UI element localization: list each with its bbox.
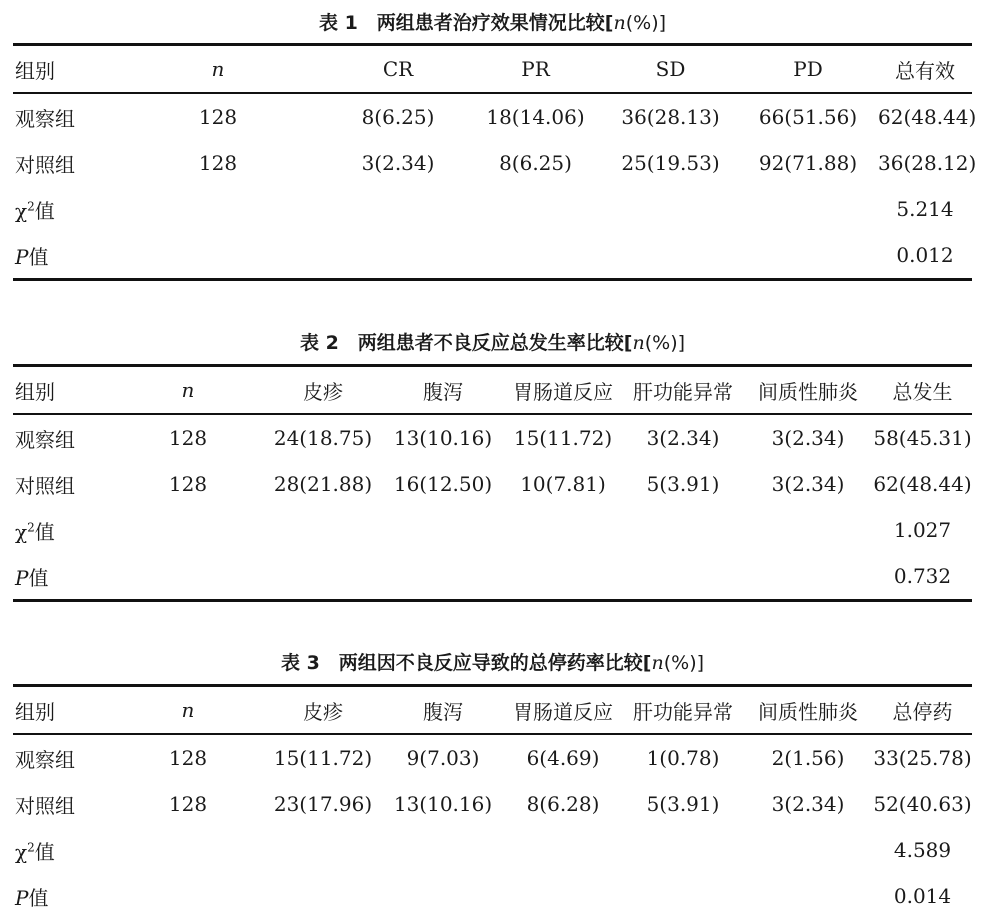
chi-square-value: 5.214	[896, 197, 954, 221]
chi-square-value: 4.589	[893, 838, 952, 862]
col-header-diarrhea: 腹泻	[423, 699, 463, 724]
cell-value: 92(71.88)	[758, 151, 858, 175]
table-row	[13, 461, 972, 507]
p-value-label: P值	[15, 244, 49, 269]
col-header-group: 组别	[15, 58, 55, 83]
caption-text: 表 2 两组患者不良反应总发生率比较[	[299, 332, 633, 354]
caption-text: 表 1 两组患者治疗效果情况比较[	[318, 12, 614, 34]
caption-n: n	[632, 332, 645, 354]
cell-n: 128	[168, 792, 208, 816]
cell-value: 23(17.96)	[273, 792, 373, 816]
cell-value: 3(2.34)	[771, 472, 845, 496]
cell-total: 36(28.12)	[878, 151, 977, 175]
caption-suffix: (%)]	[663, 652, 705, 674]
chi-square-label: $\chi^2$值	[15, 519, 55, 544]
table-header-row	[13, 686, 972, 735]
cell-group: 观察组	[15, 106, 75, 131]
p-value-row	[13, 553, 972, 601]
cell-value: 3(2.34)	[646, 426, 720, 450]
chi-label-text: 值	[34, 839, 55, 864]
chi-label-text: 值	[34, 198, 55, 223]
col-header-pd: PD	[793, 57, 823, 81]
col-header-pneumonia: 间质性肺炎	[758, 379, 858, 404]
p-value-row	[13, 232, 972, 280]
col-header-total: 总发生	[892, 379, 953, 404]
cell-value: 25(19.53)	[621, 151, 720, 175]
col-header-cr: CR	[382, 57, 414, 81]
cell-n: 128	[198, 151, 238, 175]
cell-value: 3(2.34)	[361, 151, 435, 175]
cell-total: 52(40.63)	[873, 792, 972, 816]
cell-value: 18(14.06)	[486, 105, 585, 129]
caption-n: n	[613, 12, 626, 34]
chi-square-label: $\chi^2$值	[15, 839, 55, 864]
table-3	[13, 684, 972, 919]
cell-value: 8(6.28)	[526, 792, 600, 816]
col-header-diarrhea: 腹泻	[423, 379, 463, 404]
table-header-row	[13, 366, 972, 415]
caption-text: 表 3 两组因不良反应导致的总停药率比较[	[280, 652, 652, 674]
cell-total: 33(25.78)	[873, 746, 972, 770]
chi-square-row	[13, 507, 972, 553]
col-header-liver: 肝功能异常	[633, 699, 733, 724]
table-row	[13, 414, 972, 461]
cell-group: 对照组	[15, 793, 75, 818]
chi-square-row	[13, 827, 972, 873]
col-header-liver: 肝功能异常	[633, 379, 733, 404]
table-header-row	[13, 45, 972, 94]
col-header-pr: PR	[521, 57, 550, 81]
caption-suffix: (%)]	[625, 12, 667, 34]
col-header-gi-reaction: 胃肠道反应	[513, 379, 613, 404]
p-value-label: P值	[15, 565, 49, 590]
table-1	[13, 43, 977, 281]
p-label-text: 值	[28, 885, 49, 910]
col-header-group: 组别	[15, 699, 55, 724]
cell-group: 观察组	[15, 427, 75, 452]
cell-n: 128	[168, 472, 208, 496]
chi-square-label: $\chi^2$值	[15, 198, 55, 223]
col-header-n: n	[181, 378, 195, 402]
cell-group: 对照组	[15, 152, 75, 177]
cell-value: 15(11.72)	[513, 426, 613, 450]
cell-value: 28(21.88)	[273, 472, 373, 496]
cell-value: 9(7.03)	[406, 746, 480, 770]
table-row	[13, 140, 972, 186]
cell-value: 5(3.91)	[646, 792, 720, 816]
cell-value: 13(10.16)	[393, 792, 493, 816]
chi-square-value: 1.027	[893, 518, 952, 542]
cell-value: 5(3.91)	[646, 472, 720, 496]
table-1-caption	[13, 8, 972, 35]
col-header-rash: 皮疹	[303, 379, 343, 404]
table-row	[13, 93, 972, 140]
p-value-label: P值	[15, 885, 49, 910]
cell-value: 24(18.75)	[273, 426, 373, 450]
table-row	[13, 734, 972, 781]
cell-value: 15(11.72)	[273, 746, 373, 770]
col-header-sd: SD	[655, 57, 686, 81]
col-header-gi-reaction: 胃肠道反应	[513, 699, 613, 724]
cell-value: 8(6.25)	[361, 105, 435, 129]
col-header-total: 总有效	[895, 58, 955, 83]
table-2-caption	[13, 328, 972, 355]
cell-total: 62(48.44)	[878, 105, 977, 129]
cell-n: 128	[168, 746, 208, 770]
cell-value: 36(28.13)	[621, 105, 720, 129]
p-value: 0.012	[896, 243, 954, 267]
table-2	[13, 364, 972, 602]
col-header-total: 总停药	[892, 699, 953, 724]
p-label-text: 值	[28, 565, 49, 590]
cell-value: 3(2.34)	[771, 426, 845, 450]
col-header-n: n	[181, 698, 195, 722]
cell-value: 1(0.78)	[646, 746, 720, 770]
col-header-rash: 皮疹	[303, 699, 343, 724]
col-header-n: n	[211, 57, 225, 81]
cell-value: 3(2.34)	[771, 792, 845, 816]
cell-total: 62(48.44)	[873, 472, 972, 496]
table-row	[13, 781, 972, 827]
chi-square-row	[13, 186, 972, 232]
caption-suffix: (%)]	[644, 332, 686, 354]
col-header-pneumonia: 间质性肺炎	[758, 699, 858, 724]
table-3-caption	[13, 648, 972, 675]
p-label-text: 值	[28, 244, 49, 269]
cell-value: 16(12.50)	[393, 472, 493, 496]
cell-value: 13(10.16)	[393, 426, 493, 450]
col-header-group: 组别	[15, 379, 55, 404]
p-value: 0.732	[893, 564, 952, 588]
cell-value: 66(51.56)	[758, 105, 858, 129]
cell-value: 10(7.81)	[520, 472, 606, 496]
cell-value: 6(4.69)	[526, 746, 600, 770]
cell-value: 8(6.25)	[499, 151, 572, 175]
cell-group: 对照组	[15, 473, 75, 498]
chi-label-text: 值	[34, 519, 55, 544]
cell-value: 2(1.56)	[771, 746, 845, 770]
cell-n: 128	[168, 426, 208, 450]
cell-group: 观察组	[15, 747, 75, 772]
cell-total: 58(45.31)	[873, 426, 972, 450]
p-value: 0.014	[893, 884, 952, 908]
cell-n: 128	[198, 105, 238, 129]
p-value-row	[13, 873, 972, 919]
caption-n: n	[651, 652, 664, 674]
